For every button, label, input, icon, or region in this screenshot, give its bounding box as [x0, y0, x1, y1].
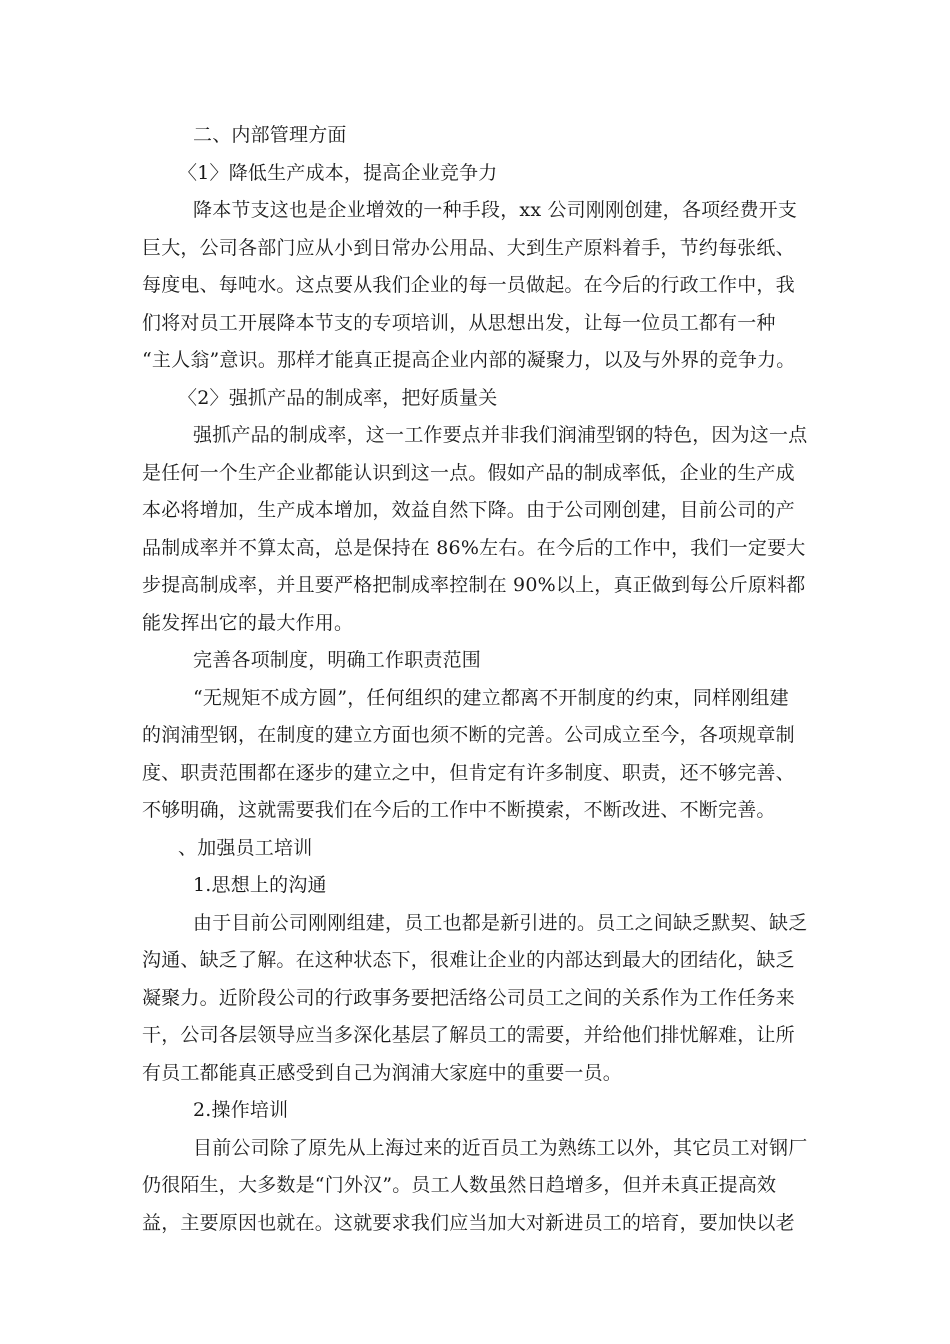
subsection-heading-operation: 2.操作培训 [193, 1099, 289, 1121]
paragraph-line: “主人翁”意识。那样才能真正提高企业内部的凝聚力，以及与外界的竞争力。 [142, 349, 796, 371]
paragraph-line: 凝聚力。近阶段公司的行政事务要把活络公司员工之间的关系作为工作任务来 [142, 986, 795, 1009]
paragraph-line: 沟通、缺乏了解。在这种状态下，很难让企业的内部达到最大的团结化，缺乏 [142, 949, 795, 971]
section-title: 二、内部管理方面 [193, 124, 347, 146]
paragraph-line: 目前公司除了原先从上海过来的近百员工为熟练工以外，其它员工对钢厂 [193, 1136, 808, 1159]
paragraph-line: 每度电、每吨水。这点要从我们企业的每一员做起。在今后的行政工作中，我 [142, 274, 795, 296]
paragraph-line: 降本节支这也是企业增效的一种手段，xx 公司刚刚创建，各项经费开支 [193, 199, 798, 221]
paragraph-line: 能发挥出它的最大作用。 [142, 611, 354, 634]
paragraph-line: 本必将增加，生产成本增加，效益自然下降。由于公司刚创建，目前公司的产 [142, 499, 795, 521]
paragraph-line: 的润浦型钢，在制度的建立方面也须不断的完善。公司成立至今，各项规章制 [142, 724, 795, 746]
document-body [142, 117, 812, 1242]
paragraph-line: 品制成率并不算太高，总是保持在 86%左右。在今后的工作中，我们一定要大 [142, 536, 806, 559]
subsection-heading-quality: 〈2〉强抓产品的制成率，把好质量关 [178, 386, 498, 409]
paragraph-line: “无规矩不成方圆”，任何组织的建立都离不开制度的约束，同样刚组建 [193, 686, 789, 709]
paragraph-line: 度、职责范围都在逐步的建立之中，但肯定有许多制度、职责，还不够完善、 [142, 761, 795, 784]
paragraph-line: 强抓产品的制成率，这一工作要点并非我们润浦型钢的特色，因为这一点 [193, 424, 808, 446]
paragraph-line: 干，公司各层领导应当多深化基层了解员工的需要，并给他们排忧解难，让所 [142, 1024, 795, 1046]
paragraph-line: 仍很陌生，大多数是“门外汉”。员工人数虽然日趋增多，但并未真正提高效 [142, 1174, 777, 1196]
paragraph-line: 巨大，公司各部门应从小到日常办公用品、大到生产原料着手，节约每张纸、 [142, 236, 795, 259]
section-title-training: 、加强员工培训 [178, 836, 313, 859]
subsection-heading-cost: 〈1〉降低生产成本，提高企业竞争力 [178, 161, 498, 184]
paragraph-line: 有员工都能真正感受到自己为润浦大家庭中的重要一员。 [142, 1061, 623, 1084]
subsection-heading-communication: 1.思想上的沟通 [193, 874, 327, 896]
paragraph-line: 益，主要原因也就在。这就要求我们应当加大对新进员工的培育，要加快以老 [142, 1211, 795, 1234]
paragraph-line: 是任何一个生产企业都能认识到这一点。假如产品的制成率低，企业的生产成 [142, 461, 795, 484]
paragraph-line: 由于目前公司刚刚组建，员工也都是新引进的。员工之间缺乏默契、缺乏 [193, 911, 808, 934]
paragraph-line: 们将对员工开展降本节支的专项培训，从思想出发，让每一位员工都有一种 [142, 311, 776, 334]
subsection-heading-rules: 完善各项制度，明确工作职责范围 [193, 649, 482, 671]
paragraph-line: 不够明确，这就需要我们在今后的工作中不断摸索，不断改进、不断完善。 [142, 799, 776, 821]
paragraph-line: 步提高制成率，并且要严格把制成率控制在 90%以上，真正做到每公斤原料都 [142, 574, 806, 596]
